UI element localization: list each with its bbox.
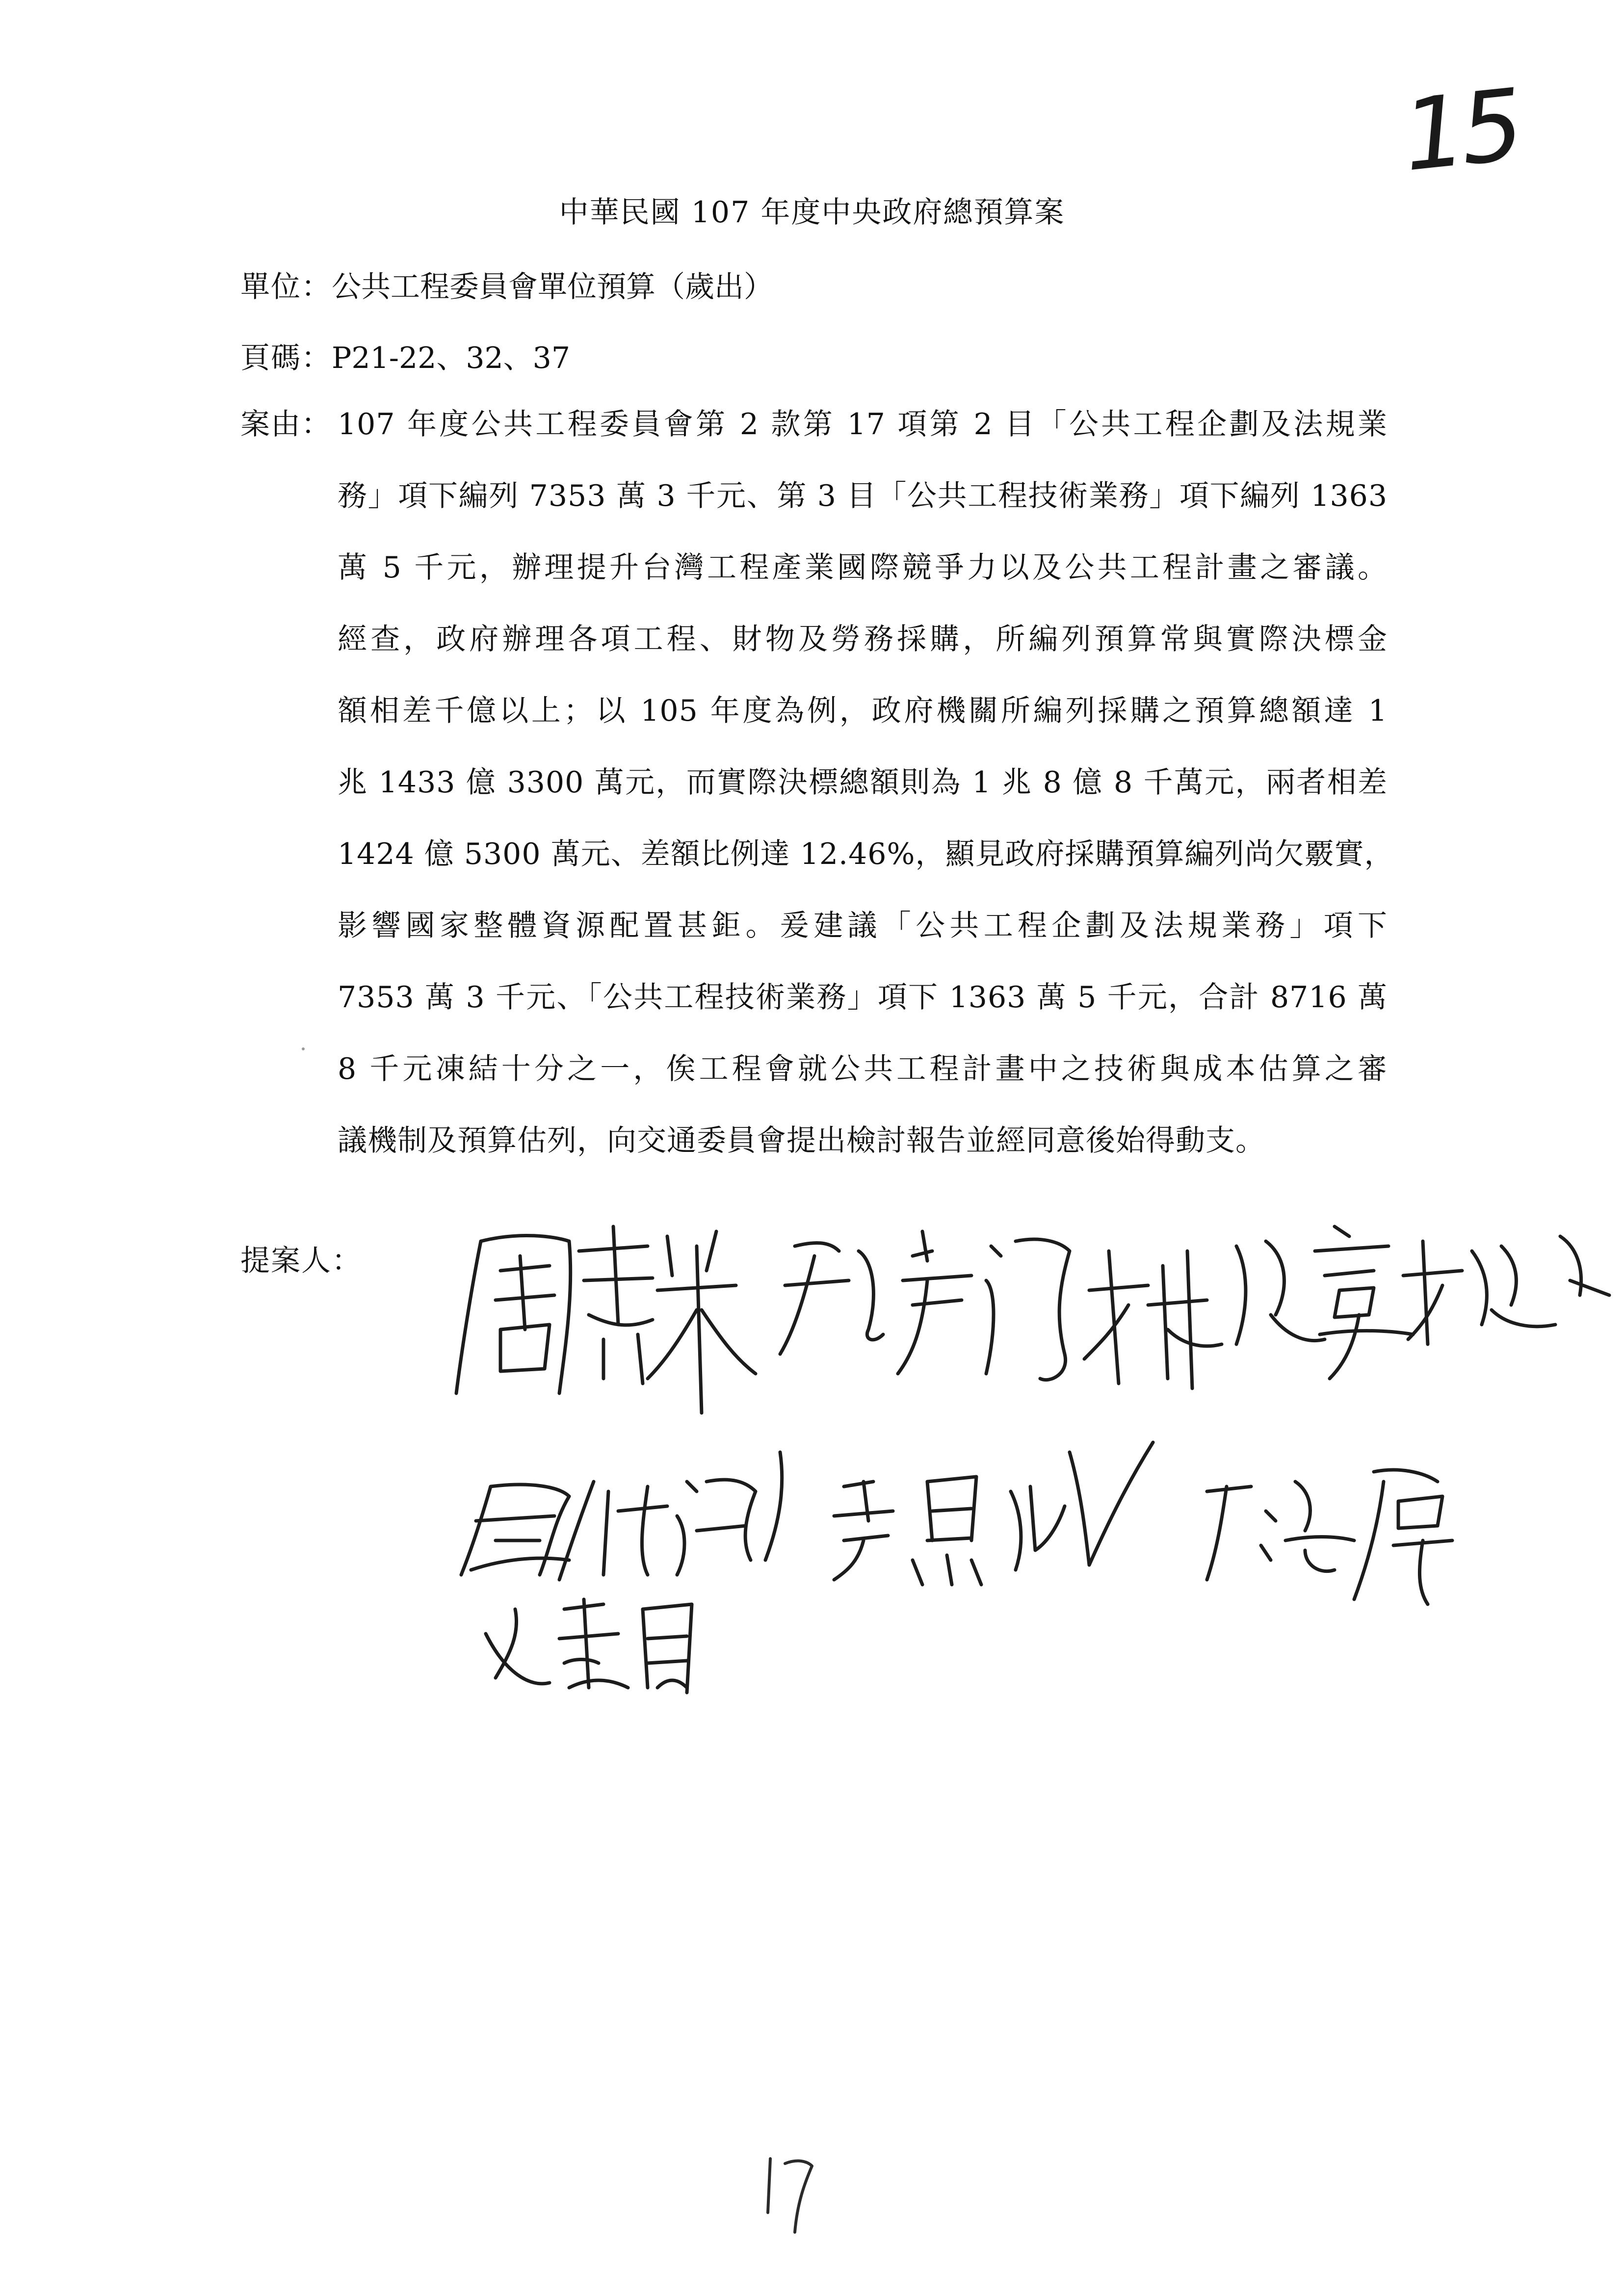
- reason-label: 案由：: [240, 407, 332, 442]
- signature-7: [1207, 1470, 1452, 1604]
- reason-line: 兆 1433 億 3300 萬元，而實際決標總額則為 1 兆 8 億 8 千萬元，兩者相差: [338, 765, 1388, 800]
- signature-strokes: [442, 1168, 1619, 1707]
- page-number-strokes: [751, 2139, 829, 2237]
- handwritten-signatures: [442, 1168, 1619, 1707]
- unit-label: 單位：: [240, 270, 332, 304]
- reason-line: 萬 5 千元，辦理提升台灣工程產業國際競爭力以及公共工程計畫之審議。: [338, 550, 1388, 585]
- signature-2: [780, 1231, 1070, 1380]
- scan-speck: [302, 1047, 305, 1050]
- page-title: 中華民國 107 年度中央政府總預算案: [559, 195, 1065, 230]
- handwritten-corner-number: 15: [1397, 68, 1524, 194]
- page-ref-row: [240, 339, 570, 378]
- signature-4: [1403, 1236, 1609, 1344]
- reason-body: [338, 405, 1394, 1193]
- reason-line: 8 千元凍結十分之一，俟工程會就公共工程計畫中之技術與成本估算之審: [338, 1052, 1388, 1086]
- reason-line: 務」項下編列 7353 萬 3 千元、第 3 目「公共工程技術業務」項下編列 1363: [338, 479, 1388, 513]
- reason-line: 107 年度公共工程委員會第 2 款第 17 項第 2 目「公共工程企劃及法規業: [338, 407, 1388, 442]
- reason-line: 1424 億 5300 萬元、差額比例達 12.46%，顯見政府採購預算編列尚欠覈實，: [338, 837, 1394, 871]
- reason-line: 影響國家整體資源配置甚鉅。爰建議「公共工程企劃及法規業務」項下: [338, 909, 1388, 943]
- signature-3: [1084, 1226, 1413, 1388]
- signature-1: [456, 1226, 756, 1413]
- unit-value: 公共工程委員會單位預算（歲出）: [332, 270, 773, 304]
- reason-line: 議機制及預算估列，向交通委員會提出檢討報告並經同意後始得動支。: [338, 1123, 1265, 1158]
- unit-row: [240, 267, 773, 307]
- signature-8: [486, 1599, 692, 1693]
- proposer-label: 提案人：: [240, 1244, 362, 1278]
- handwritten-page-number: [751, 2139, 829, 2237]
- page-ref-label: 頁碼：: [240, 341, 332, 375]
- page-ref-value: P21-22、32、37: [332, 341, 571, 375]
- reason-line: 7353 萬 3 千元、「公共工程技術業務」項下 1363 萬 5 千元，合計 8716 萬: [338, 980, 1388, 1015]
- signature-6: [834, 1442, 1153, 1585]
- reason-line: 經查，政府辦理各項工程、財物及勞務採購，所編列預算常與實際決標金: [338, 622, 1388, 656]
- signature-5: [461, 1452, 782, 1580]
- reason-line: 額相差千億以上；以 105 年度為例，政府機關所編列採購之預算總額達 1: [338, 694, 1388, 728]
